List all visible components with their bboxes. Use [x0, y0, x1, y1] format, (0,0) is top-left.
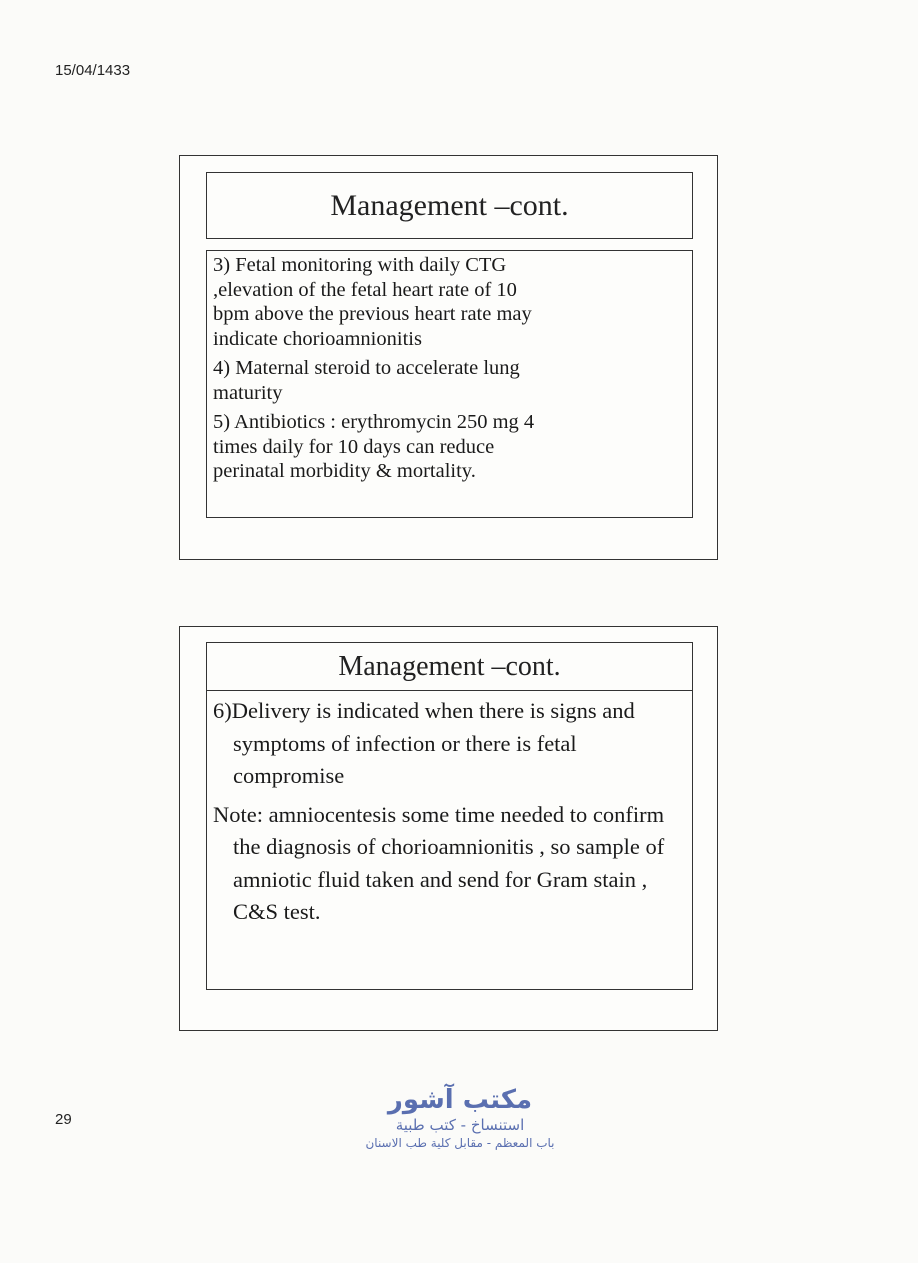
point-6: 6)Delivery is indicated when there is signs and symptoms of infection or there is fetal compromise	[213, 698, 635, 788]
page-number: 29	[55, 1111, 72, 1128]
slide-1	[179, 155, 718, 560]
stamp-line-1: مكتب آشور	[387, 1085, 533, 1115]
stamp-line-2: استنساخ - كتب طبية	[395, 1116, 525, 1134]
slide-2	[179, 626, 718, 1031]
slide-2-body	[207, 691, 692, 939]
slide-2-content	[206, 642, 693, 990]
stamp-line-3: باب المعظم - مقابل كلية طب الاسنان	[365, 1136, 555, 1150]
slide-1-title: Management –cont.	[206, 172, 693, 239]
slide-1-body	[206, 250, 693, 518]
slide-2-title: Management –cont.	[207, 643, 692, 691]
header-date: 15/04/1433	[55, 62, 131, 79]
body-line: 5) Antibiotics : erythromycin 250 mg 4	[213, 411, 535, 433]
body-line: ,elevation of the fetal heart rate of 10	[213, 278, 517, 301]
body-line: perinatal morbidity & mortality.	[213, 460, 476, 482]
body-line: indicate chorioamnionitis	[213, 327, 422, 350]
body-line: 4) Maternal steroid to accelerate lung	[213, 357, 520, 379]
note: Note: amniocentesis some time needed to confirm the diagnosis of chorioamnionitis , so sample of amniotic fluid taken and send for Gram stain , C&S test.	[213, 801, 665, 924]
point-3	[213, 253, 686, 351]
point-4	[213, 356, 686, 405]
publisher-stamp	[340, 1085, 580, 1151]
body-line: times daily for 10 days can reduce	[213, 435, 495, 458]
body-line: 3) Fetal monitoring with daily CTG	[213, 254, 507, 276]
body-line: bpm above the previous heart rate may	[213, 303, 532, 325]
point-5	[213, 410, 686, 484]
body-line: maturity	[213, 381, 283, 404]
